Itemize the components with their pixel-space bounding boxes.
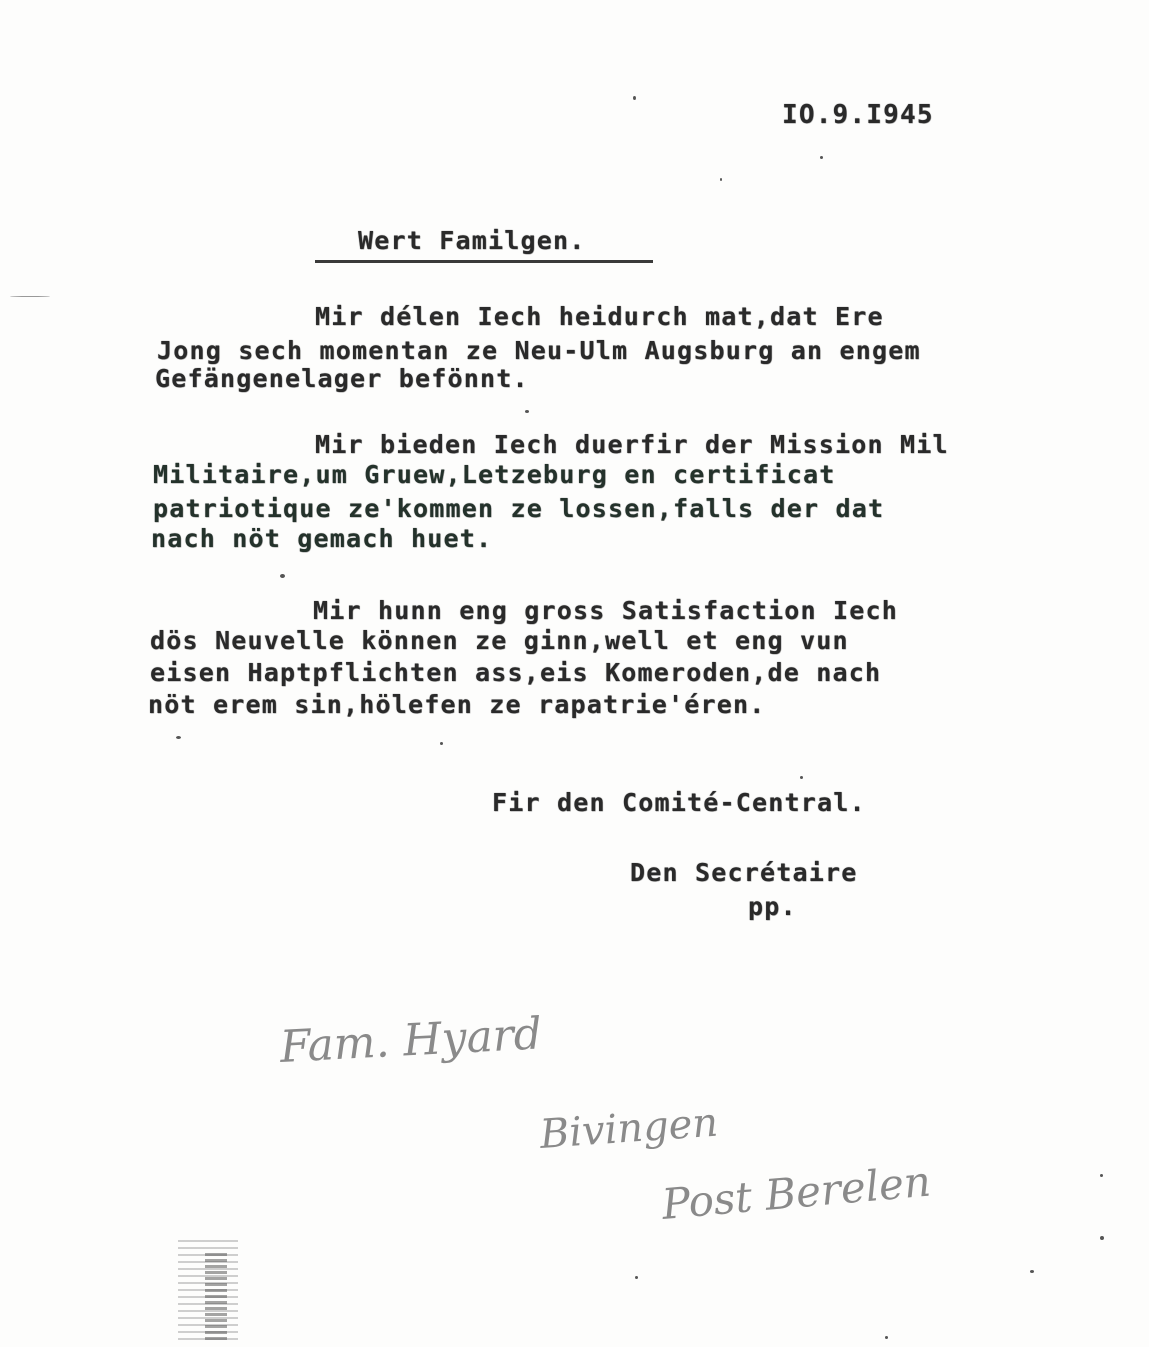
scan-speck <box>525 410 529 413</box>
salutation: Wert Familgen. <box>358 226 586 255</box>
scan-speck <box>800 776 803 779</box>
paragraph-3-line-4: nöt erem sin,hölefen ze rapatrie'éren. <box>148 690 766 719</box>
scan-speck <box>10 296 50 297</box>
scan-speck <box>1100 1236 1104 1240</box>
closing-line: Fir den Comité-Central. <box>492 788 866 817</box>
signatory-title: Den Secrétaire <box>630 858 858 887</box>
handwritten-address-town: Bivingen <box>538 1099 720 1158</box>
scan-speck <box>440 742 443 745</box>
salutation-underline <box>315 260 653 263</box>
paragraph-3-line-2: dös Neuvelle können ze ginn,well et eng vun <box>150 626 849 655</box>
letter-date: IO.9.I945 <box>782 100 934 130</box>
scan-speck <box>176 736 181 739</box>
paragraph-2-line-2: Militaire,um Gruew,Letzeburg en certificat <box>153 460 836 489</box>
paragraph-1-line-1: Mir délen Iech heidurch mat,dat Ere <box>315 302 884 331</box>
scan-speck <box>885 1336 888 1339</box>
scan-speck <box>1030 1270 1034 1273</box>
paragraph-1-line-2: Jong sech momentan ze Neu-Ulm Augsburg an engem <box>157 336 921 365</box>
scan-speck <box>635 1276 638 1279</box>
paragraph-2-line-3: patriotique ze'kommen ze lossen,falls der dat <box>153 494 885 523</box>
paragraph-1-line-3: Gefängenelager befönnt. <box>155 364 529 393</box>
paragraph-2-line-1: Mir bieden Iech duerfir der Mission Mil <box>315 430 949 459</box>
paragraph-2-line-4: nach nöt gemach huet. <box>151 524 493 553</box>
margin-stamp-artifact <box>205 1250 227 1340</box>
handwritten-address-post: Post Berelen <box>659 1156 933 1229</box>
handwritten-address-name: Fam. Hyard <box>278 1008 544 1073</box>
scan-speck <box>280 574 285 578</box>
scan-speck <box>1100 1174 1103 1177</box>
scan-speck <box>820 156 823 159</box>
paragraph-3-line-3: eisen Haptpflichten ass,eis Komeroden,de nach <box>150 658 882 687</box>
signatory-pp: pp. <box>748 892 797 921</box>
scan-speck <box>720 178 722 181</box>
paragraph-3-line-1: Mir hunn eng gross Satisfaction Iech <box>313 596 899 625</box>
scan-speck <box>633 96 636 100</box>
